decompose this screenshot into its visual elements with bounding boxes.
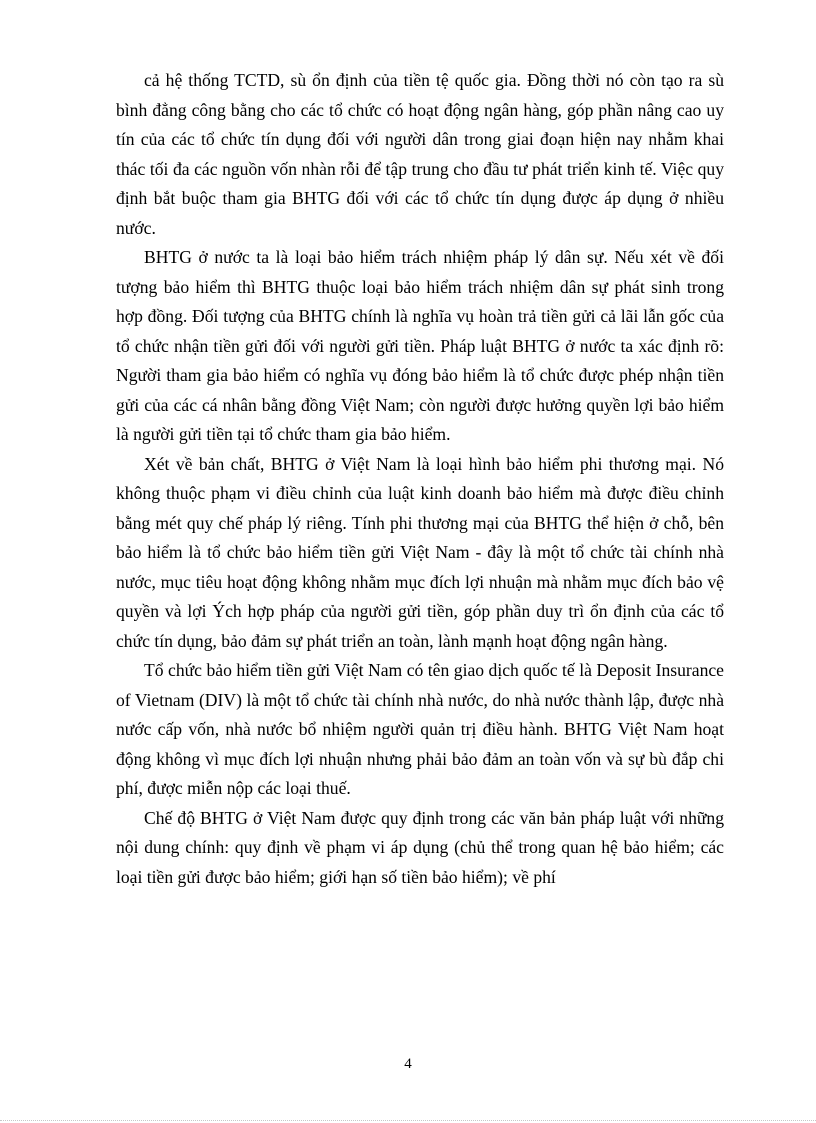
- paragraph-bhtg-regime: Chế độ BHTG ở Việt Nam được quy định trong các văn bản pháp luật với những nội dung chính: quy định về phạm vi áp dụng (chủ thể trong quan hệ bảo hiểm; các loại tiền gửi được bảo hiểm; giới hạn số tiền bảo hiểm); về phí: [116, 807, 724, 887]
- document-body: [116, 66, 724, 892]
- paragraph-bhtg-nature: Xét về bản chất, BHTG ở Việt Nam là loại hình bảo hiểm phi thương mại. Nó không thuộc phạm vi điều chỉnh của luật kinh doanh bảo hiểm mà được điều chỉnh bằng mét quy chế pháp lý riêng. Tính phi thương mại của BHTG thể hiện ở chỗ, bên bảo hiểm là tổ chức bảo hiểm tiền gửi Việt Nam - đây là một tổ chức tài chính nhà nước, mục tiêu hoạt động không nhằm mục đích lợi nhuận mà nhằm mục đích bảo vệ quyền và lợi Ých hợp pháp của người gửi tiền, góp phần duy trì ổn định của các tổ chức tín dụng, bảo đảm sự phát triển an toàn, lành mạnh hoạt động ngân hàng.: [116, 453, 724, 651]
- paragraph-continuation: cả hệ thống TCTD, sù ổn định của tiền tệ quốc gia. Đồng thời nó còn tạo ra sù bình đẳng công bằng cho các tổ chức có hoạt động ngân hàng, góp phần nâng cao uy tín của các tổ chức tín dụng đối với người dân trong giai đoạn hiện nay nhằm khai thác tối đa các nguồn vốn nhàn rỗi để tập trung cho đầu tư phát triển kinh tế. Việc quy định bắt buộc tham gia BHTG đối với các tổ chức tín dụng được áp dụng ở nhiều nước.: [116, 70, 724, 238]
- paragraph-div-organization: Tổ chức bảo hiểm tiền gửi Việt Nam có tên giao dịch quốc tế là Deposit Insurance of Vietnam (DIV) là một tổ chức tài chính nhà nước, do nhà nước thành lập, được nhà nước cấp vốn, nhà nước bổ nhiệm người quản trị điều hành. BHTG Việt Nam hoạt động không vì mục đích lợi nhuận nhưng phải bảo đảm an toàn vốn và sự bù đắp chi phí, được miễn nộp các loại thuế.: [116, 660, 724, 798]
- paragraph-bhtg-liability: BHTG ở nước ta là loại bảo hiểm trách nhiệm pháp lý dân sự. Nếu xét về đối tượng bảo hiểm thì BHTG thuộc loại bảo hiểm trách nhiệm dân sự phát sinh trong hợp đồng. Đối tượng của BHTG chính là nghĩa vụ hoàn trả tiền gửi cả lãi lẫn gốc của tổ chức nhận tiền gửi đối với người gửi tiền. Pháp luật BHTG ở nước ta xác định rõ: Người tham gia bảo hiểm có nghĩa vụ đóng bảo hiểm là tổ chức được phép nhận tiền gửi của các cá nhân bằng đồng Việt Nam; còn người được hưởng quyền lợi bảo hiểm là người gửi tiền tại tổ chức tham gia bảo hiểm.: [116, 247, 724, 444]
- page-number: 4: [404, 1056, 412, 1072]
- page-bottom-divider: [0, 1120, 816, 1121]
